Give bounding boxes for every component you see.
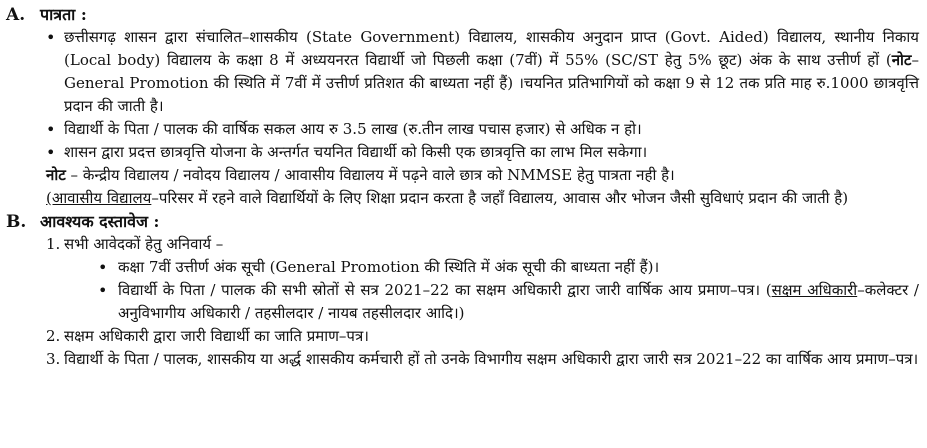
- bullet-icon: •: [46, 28, 56, 47]
- section-b-title: आवश्यक दस्तावेज :: [40, 212, 160, 231]
- section-a-letter: A.: [6, 5, 26, 25]
- section-a-heading: [6, 3, 919, 26]
- item-2-text: सक्षम अधिकारी द्वारा जारी विद्यार्थी का जाति प्रमाण–पत्र।: [64, 327, 369, 345]
- eligibility-bullet-2: [46, 118, 919, 141]
- bullet-3-text: शासन द्वारा प्रदत्त छात्रवृत्ति योजना के अन्तर्गत चयनित विद्यार्थी को किसी एक छात्रवृत्ति का लाभ मिल सकेगा।: [64, 143, 648, 161]
- bullet-icon: •: [98, 258, 108, 277]
- residential-school-text: –परिसर में रहने वाले विद्यार्थियों के लिए शिक्षा प्रदान करता है जहाँ विद्यालय, आवास और भोजन जैसी सुविधाएं प्रदान की जाती है): [151, 189, 849, 207]
- item-1-text: सभी आवेदकों हेतु अनिवार्य –: [64, 235, 224, 253]
- item-3-number: 3.: [46, 350, 61, 368]
- bullet-icon: •: [46, 120, 56, 139]
- item-1-number: 1.: [46, 235, 61, 253]
- section-b-heading: [6, 210, 919, 233]
- eligibility-bullet-3: [46, 141, 919, 164]
- sub-bullet-1-text: कक्षा 7वीं उत्तीर्ण अंक सूची (General Promotion की स्थिति में अंक सूची की बाध्यता नहीं हैं)।: [118, 258, 660, 276]
- bullet-1-tail: –General Promotion की स्थिति में 7वीं में उत्तीर्ण प्रतिशत की बाध्यता नहीं हैं) ।चयनित प्रतिभागियों को कक्षा 9 से 12 तक प्रति माह रु.1000 छात्रवृत्ति प्रदान की जाती है।: [64, 51, 919, 115]
- sub-bullet-2-text: विद्यार्थी के पिता / पालक की सभी स्रोतों से सत्र 2021–22 का सक्षम अधिकारी द्वारा जारी वार्षिक आय प्रमाण–पत्र। (: [118, 281, 772, 299]
- documents-item-1: [46, 233, 919, 256]
- eligibility-bullet-1: [46, 26, 919, 118]
- residential-school-paragraph: [46, 187, 919, 210]
- section-b-letter: B.: [6, 212, 27, 232]
- bullet-2-text: विद्यार्थी के पिता / पालक की वार्षिक सकल आय रु 3.5 लाख (रु.तीन लाख पचास हजार) से अधिक न हो।: [64, 120, 642, 138]
- documents-item-3: [46, 348, 919, 371]
- competent-officer-term: सक्षम अधिकारी: [771, 281, 858, 299]
- section-a-title: पात्रता :: [40, 5, 87, 24]
- note-text: – केन्द्रीय विद्यालय / नवोदय विद्यालय / आवासीय विद्यालय में पढ़ने वाले छात्र को NMMSE हेतु पात्रता नही है।: [65, 166, 675, 184]
- residential-school-term: (आवासीय विद्यालय: [46, 189, 152, 207]
- bullet-icon: •: [98, 281, 108, 300]
- item-3-text: विद्यार्थी के पिता / पालक, शासकीय या अर्द्ध शासकीय कर्मचारी हों तो उनके विभागीय सक्षम अधिकारी द्वारा जारी सत्र 2021–22 का वार्षिक आय प्रमाण–पत्र।: [64, 350, 919, 368]
- documents-sub-bullet-1: [98, 256, 919, 279]
- note-label: नोट: [46, 166, 66, 184]
- bullet-1-text: छत्तीसगढ़ शासन द्वारा संचालित–शासकीय (State Government) विद्यालय, शासकीय अनुदान प्राप्त (Govt. Aided) विद्यालय, स्थानीय निकाय (Local body) विद्यालय के कक्षा 8 में अध्ययनरत विद्यार्थी जो पिछली कक्षा (7वीं) में 55% (SC/ST हेतु 5% छूट) अंक के साथ उत्तीर्ण हों (: [64, 28, 919, 69]
- bullet-icon: •: [46, 143, 56, 162]
- bullet-1-note-label: नोट: [891, 51, 912, 69]
- documents-sub-bullet-2: [98, 279, 919, 325]
- documents-item-2: [46, 325, 919, 348]
- sub-bullet-2-tail: –कलेक्टर / अनुविभागीय अधिकारी / तहसीलदार / नायब तहसीलदार आदि।): [118, 281, 919, 322]
- note-paragraph: [46, 164, 919, 187]
- item-2-number: 2.: [46, 327, 61, 345]
